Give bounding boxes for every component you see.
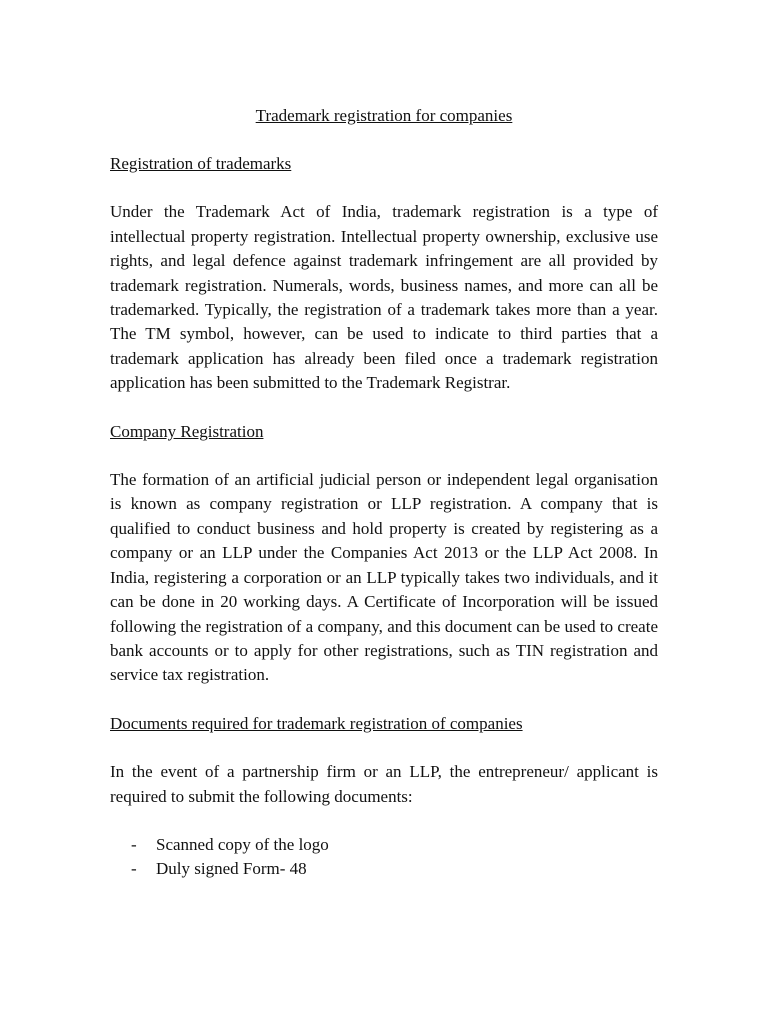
list-item (110, 833, 658, 857)
section-heading-documents-required: Documents required for trademark registration of companies (110, 713, 523, 733)
list-item-text: Duly signed Form- 48 (156, 859, 307, 879)
document-title: Trademark registration for companies (255, 106, 513, 125)
list-item-text: Scanned copy of the logo (156, 834, 329, 854)
list-item (110, 857, 658, 881)
section-heading-registration-of-trademarks: Registration of trademarks (110, 154, 292, 173)
list-bullet-dash: - (131, 834, 137, 854)
section-paragraph-registration-of-trademarks: Under the Trademark Act of India, trademark registration is a type of intellectual property registration. Intellectual property ownership, exclusive use rights, and legal defence against trademark infringement are all provided by trademark registration. Numerals, words, business names, and more can all be trademarked. Typically, the registration of a trademark takes more than a year. The TM symbol, however, can be used to indicate to third parties that a trademark application has already been filed once a trademark registration application has been submitted to the Trademark Registrar. (110, 202, 658, 393)
section-paragraph-company-registration: The formation of an artificial judicial person or independent legal organisation is known as company registration or LLP registration. A company that is qualified to conduct business and hold property is created by registering as a company or an LLP under the Companies Act 2013 or the LLP Act 2008. In India, registering a corporation or an LLP typically takes two individuals, and it can be done in 20 working days. A Certificate of Incorporation will be issued following the registration of a company, and this document can be used to create bank accounts or to apply for other registrations, such as TIN registration and service tax registration. (110, 470, 658, 685)
documents-list (110, 833, 658, 882)
section-paragraph-documents-required: In the event of a partnership firm or an LLP, the entrepreneur/ applicant is required to submit the following documents: (110, 762, 658, 806)
section-heading-company-registration: Company Registration (110, 421, 264, 441)
list-bullet-dash: - (131, 859, 137, 879)
document-page (110, 104, 658, 882)
